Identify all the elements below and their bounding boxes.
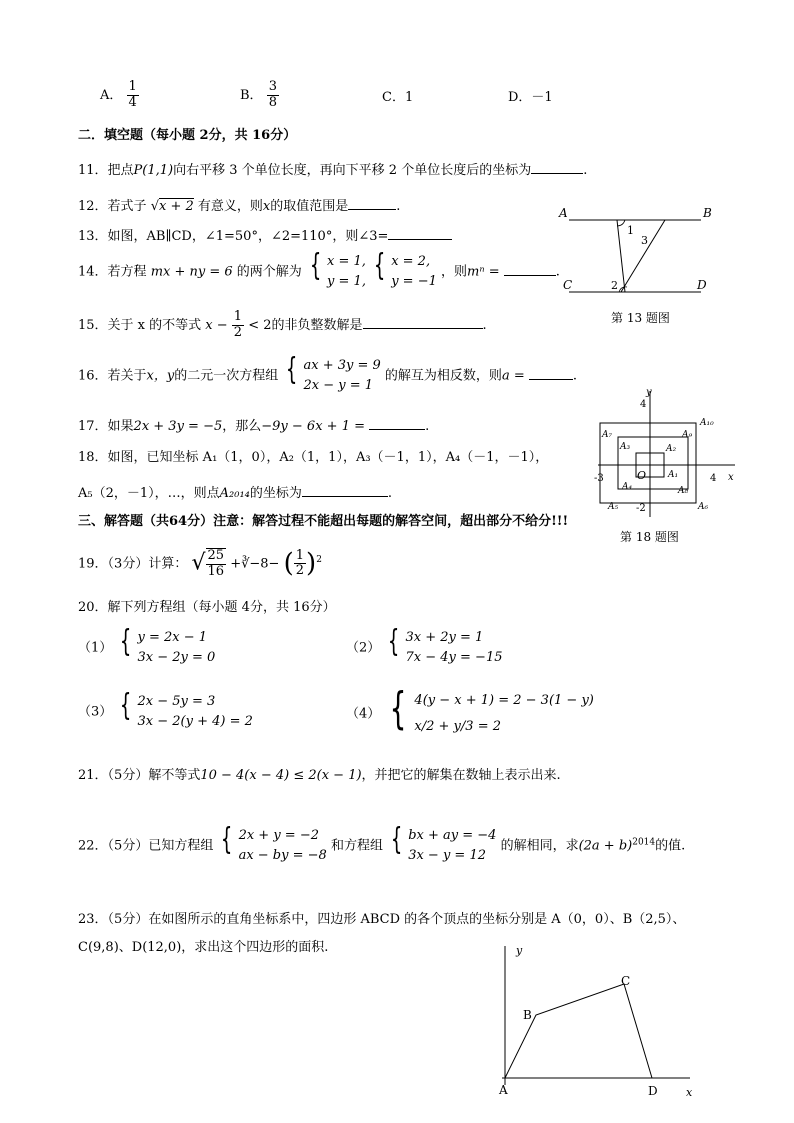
q20-4-row2: x/2 + y/3 = 2 [414,719,501,734]
q17-text-a: 17．如果 [78,419,134,434]
choice-b-fraction [267,80,279,111]
q16-text-b: 的二元一次方程组 [174,368,279,384]
q20-3-row1: 2x − 5y = 3 [137,694,216,709]
fig13-transversal-1 [617,220,625,292]
q20-item-1 [78,624,216,668]
q19-exponent: 2 [316,555,322,566]
fig23-label-x: x [686,1086,693,1099]
q22-system-2: { bx + ay = −4 3x − y = 12 [387,826,496,866]
q17-answer-blank[interactable] [369,416,425,430]
q19-rad-den: 16 [207,563,225,579]
fig18-caption: 第 18 题图 [620,530,679,544]
choice-a-fraction [127,80,139,111]
fig18-label-a5: A₅ [608,502,619,512]
fig13-label-1: 1 [627,224,634,237]
q12-text-a: 12．若式子 [78,199,147,214]
q16-system: { ax + 3y = 9 2x − y = 1 [282,356,380,396]
choice-b-num: 3 [268,79,277,94]
q19-sqrt-fraction [206,548,227,580]
q22-sys2-row1: bx + ay = −4 [408,828,497,843]
question-11 [78,160,587,179]
q17-eq2: −9y − 6x + 1 = [261,419,365,434]
fig23-label-d: D [648,1084,658,1098]
q12-text-c: 的取值范围是 [270,199,349,214]
q20-2-system: { 3x + 2y = 1 7x − 4y = −15 [384,628,502,668]
question-21 [78,768,561,784]
q20-1-label: （1） [78,640,113,656]
question-18-line2 [78,483,392,502]
q16-row1: ax + 3y = 9 [303,358,381,373]
choice-a [100,80,139,111]
q14-equation: mx + ny = 6 [150,264,233,280]
q22-sys1-row2: ax − by = −8 [238,848,327,864]
fig18-label-a8: A₈ [678,486,689,496]
q22-system-1: { 2x + y = −2 ax − by = −8 [217,826,326,866]
question-23-line1: 23．（5分）在如图所示的直角坐标系中，四边形 ABCD 的各个顶点的坐标分别是 A（0，0）、B（2,5）、 [78,912,686,927]
q15-end: . [482,317,487,333]
q16-vars: x，y [146,368,175,384]
q12-radicand: x + 2 [158,199,194,214]
q11-text-a: 11．把点 [78,163,134,178]
q19-sqrt: √ [191,550,206,576]
fig13-label-a: A [559,206,568,220]
q11-text-b: 向右平移 3 个单位长度，再向下平移 2 个单位长度后的坐标为 [173,163,532,178]
fig18-label-a4: A₄ [622,482,633,492]
fig13-label-c: C [563,278,573,292]
choice-b [240,80,279,111]
q14-text-a: 14．若方程 [78,264,147,280]
q14-solution-1: { x = 1, y = 1, [306,252,366,292]
choice-a-den: 4 [128,94,137,110]
fig18-label-a10: A₁₀ [700,418,714,428]
fig18-label-a9: A₉ [682,430,693,440]
q19-text: 19．（3分）计算： [78,556,188,572]
q22-text-b: 和方程组 [330,838,383,854]
q20-item-3 [78,688,253,732]
q14-sol1-row2: y = 1, [327,274,366,290]
fig13-label-2: 2 [611,279,618,292]
q20-1-row2: 3x − 2y = 0 [137,650,216,666]
q19-cube-root: ∛−8 [241,556,269,572]
q20-4-label: （4） [346,706,381,722]
question-18-line1: 18．如图，已知坐标 A₁（1，0），A₂（1，1），A₃（－1，1），A₄（－1，－1）， [78,450,549,465]
fig13-label-b: B [703,206,712,220]
fig13-angle-mark [617,220,625,226]
question-22 [78,822,686,866]
figure-13 [555,200,725,330]
fig23-label-y: y [516,944,523,957]
fig23-label-a: A [499,1083,508,1097]
q17-text-b: ，那么 [222,419,262,434]
q19-paren: ( [283,548,294,579]
fig23-label-b: B [523,1008,532,1022]
q20-item-2 [346,624,503,668]
figure-23 [490,940,705,1105]
q20-1-row1: y = 2x − 1 [137,630,208,645]
q15-fraction [232,310,244,341]
q19-minus: − [268,556,280,572]
q12-end: . [396,199,401,214]
q16-text-c: 的解互为相反数，则 [384,368,502,384]
q20-4-row1: 4(y − x + 1) = 2 − 3(1 − y) [414,693,594,708]
q18-end: . [387,486,393,501]
q20-2-label: （2） [346,640,381,656]
q13-text: 13．如图，AB∥CD，∠1=50°，∠2=110°，则∠3= [78,229,389,244]
fig18-label-y: y [646,387,652,398]
q20-1-system: { y = 2x − 1 3x − 2y = 0 [116,628,215,668]
choice-a-label: A． [100,87,123,103]
q14-sol2-row1: x = 2, [391,254,431,269]
q22-text-a: 22．（5分）已知方程组 [78,838,214,854]
q16-text-a: 16．若关于 [78,368,147,384]
q20-4-system: { 4(y − x + 1) = 2 − 3(1 − y) x/2 + y/3 = 2 [384,688,593,740]
q15-den: 2 [233,324,243,340]
q21-inequality: 10 − 4(x − 4) ≤ 2(x − 1) [200,768,362,783]
choice-d: D．－1 [508,90,553,105]
q12-text-b: 有意义，则 [197,199,263,214]
q22-text-d: 的值. [655,838,686,854]
q18-point: A₂₀₁₄ [219,486,250,501]
choice-c: C．1 [382,90,414,105]
q19-rad-num: 25 [207,548,225,563]
q15-lhs: x − [205,317,228,333]
q15-rhs: < 2 [248,317,272,333]
q14-text-b: 的两个解为 [236,264,302,280]
q14-expr: mⁿ = [467,264,500,280]
fig18-label-x: x [728,472,734,483]
question-15 [78,310,487,341]
q20-3-system: { 2x − 5y = 3 3x − 2(y + 4) = 2 [116,692,252,732]
question-12 [78,196,400,215]
fig23-label-c: C [621,974,631,988]
q22-text-c: 的解相同，求 [500,838,579,854]
question-20-title: 20．解下列方程组（每小题 4分，共 16分） [78,600,336,615]
section3-title: 三、解答题（共64分）注意：解答过程不能超出每题的解答空间，超出部分不给分!!! [78,514,569,529]
q19-fraction [294,549,306,580]
q20-2-row2: 7x − 4y = −15 [405,650,503,666]
question-19 [78,548,322,580]
q14-sol1-row1: x = 1, [327,254,366,269]
question-23-line2: C(9,8)、D(12,0)，求出这个四边形的面积. [78,940,329,955]
fig13-label-3: 3 [641,234,648,247]
q12-answer-blank[interactable] [348,196,396,210]
q18-answer-blank[interactable] [302,483,388,497]
q20-item-4 [346,683,594,740]
q17-eq1: 2x + 3y = −5 [133,419,223,434]
q19-paren-close: ) [306,548,317,579]
choice-b-label: B． [240,87,263,103]
q16-answer-label: a = [501,368,525,384]
question-16 [78,352,577,396]
choice-a-num: 1 [128,79,137,94]
q19-den: 2 [295,563,305,579]
q14-sol2-row2: y = −1 [391,274,437,290]
fig23-quadrilateral [505,984,652,1078]
q21-text-a: 21．（5分）解不等式 [78,768,201,783]
q18-text-b: 的坐标为 [249,486,302,501]
question-14 [78,248,560,292]
figure-18 [590,385,750,550]
question-13 [78,226,452,245]
q20-3-row2: 3x − 2(y + 4) = 2 [137,714,253,730]
q20-2-row1: 3x + 2y = 1 [405,630,484,645]
fig13-caption: 第 13 题图 [611,311,670,325]
q16-end: . [572,368,577,384]
q11-end: . [583,163,588,178]
q19-plus: + [230,556,242,572]
fig18-label-a1: A₁ [668,470,679,480]
q14-end: . [555,264,560,280]
q17-end: . [425,419,430,434]
q15-num: 1 [233,309,243,324]
q13-answer-blank[interactable] [388,226,452,240]
question-17 [78,416,429,435]
q14-solution-2: { x = 2, y = −1 [370,252,437,292]
q20-3-label: （3） [78,704,113,720]
fig18-label-a2: A₂ [666,444,677,454]
q15-text-b: 的非负整数解是 [271,317,363,333]
q22-expr: (2a + b) [578,838,633,854]
fig18-label-a6: A₆ [698,502,709,512]
section2-title: 二．填空题（每小题 2分，共 16分） [78,128,297,143]
q18-text-a: A₅（2，－1），…，则点 [78,486,220,501]
q12-sqrt: √x + 2 [150,199,194,214]
fig18-label-o: O [637,469,647,482]
q14-answer-blank[interactable] [504,262,556,276]
fig18-label-a7: A₇ [602,430,613,440]
q15-text-a: 15．关于 x 的不等式 [78,317,202,333]
choice-b-den: 8 [268,94,277,110]
q21-text-b: ，并把它的解集在数轴上表示出来. [361,768,561,783]
fig18-label-4x: 4 [710,473,717,484]
q15-answer-blank[interactable] [363,315,483,329]
q22-sys2-row2: 3x − y = 12 [408,848,486,864]
q14-text-c: ，则 [441,264,468,280]
fig18-label-a3: A₃ [620,442,631,452]
q16-answer-blank[interactable] [529,366,573,380]
q22-sys1-row1: 2x + y = −2 [238,828,319,843]
fig13-label-d: D [697,278,707,292]
q16-row2: 2x − y = 1 [303,378,374,394]
fig18-label-m3: -3 [594,473,604,484]
q22-exponent: 2014 [632,837,656,848]
fig18-label-4y: 4 [640,399,647,410]
q11-answer-blank[interactable] [531,160,583,174]
fig18-label-m2: -2 [636,503,646,514]
q11-point: P(1,1) [133,163,174,178]
q12-var: x [262,199,271,214]
q19-num: 1 [295,547,305,563]
